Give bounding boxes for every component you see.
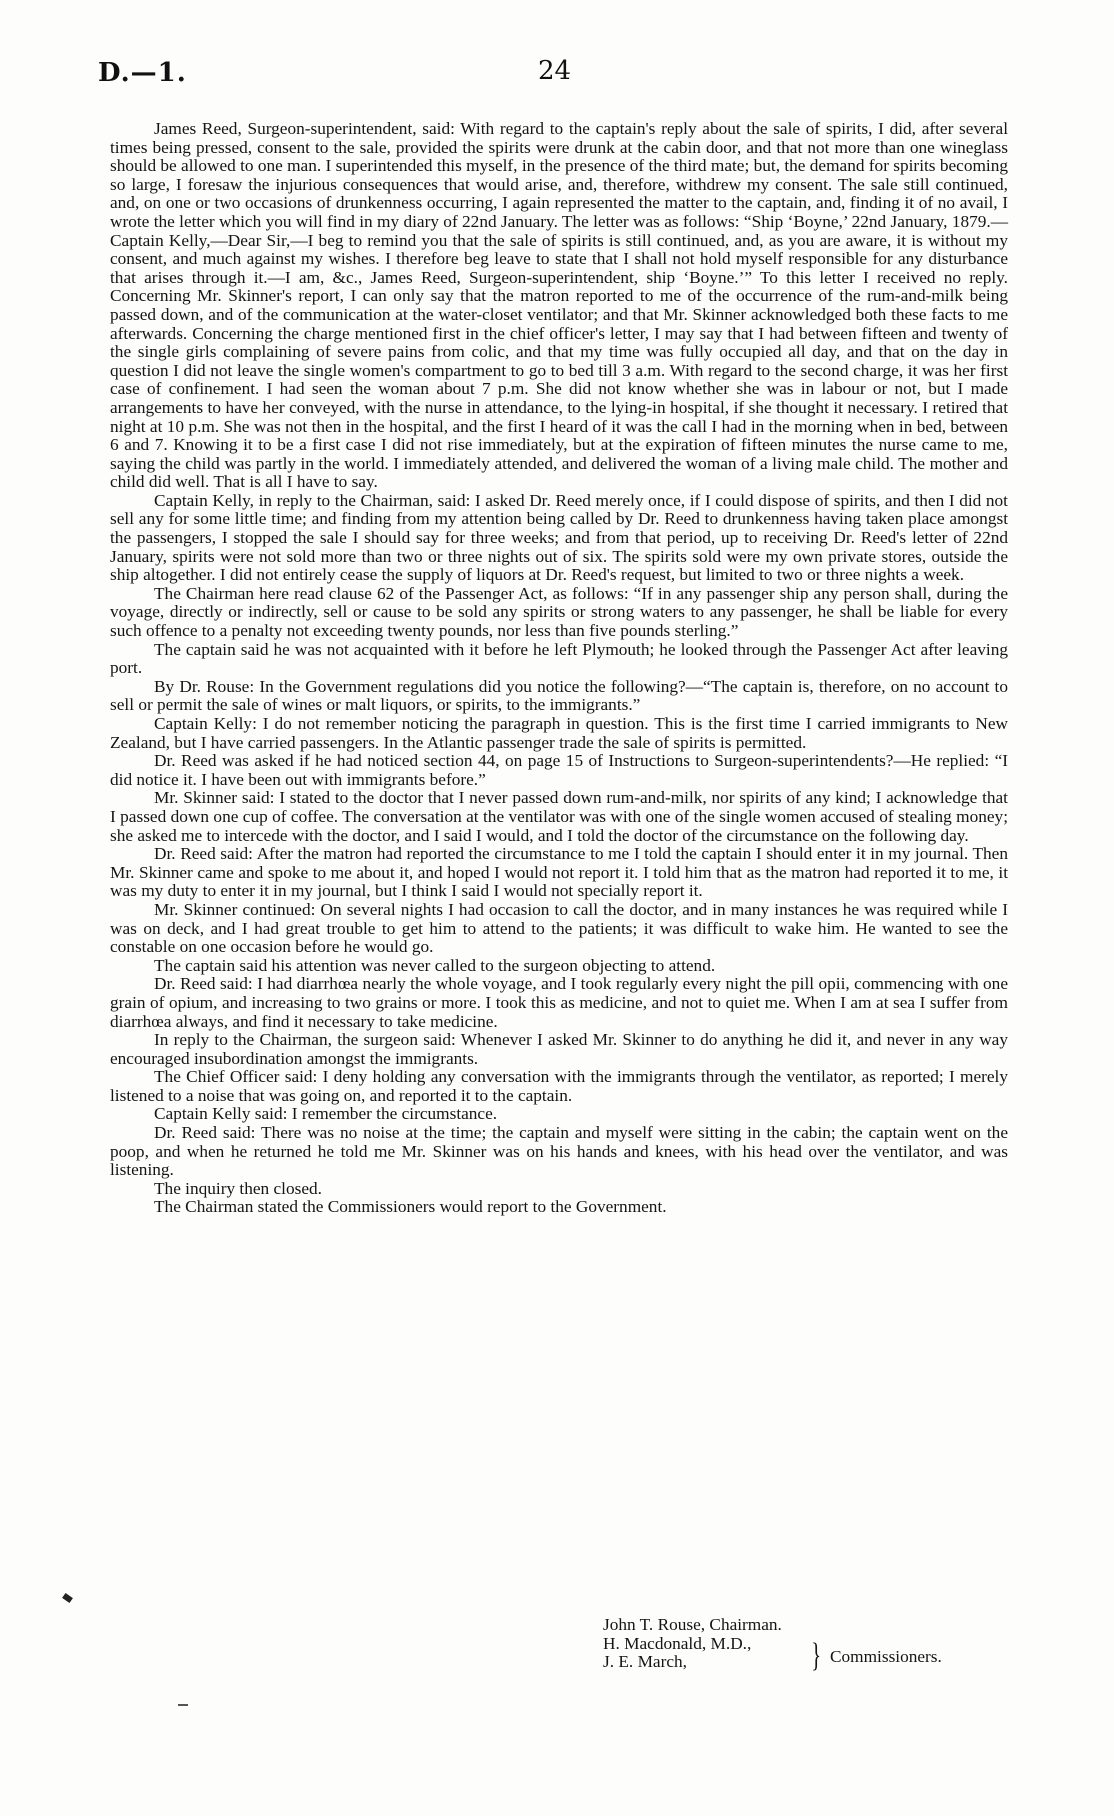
- paragraph: The inquiry then closed.: [154, 1178, 322, 1198]
- paragraph: The Chairman stated the Commissioners would report to the Government.: [154, 1197, 667, 1217]
- commissioner-signature: H. Macdonald, M.D.,: [603, 1633, 752, 1653]
- paragraph: In reply to the Chairman, the surgeon said: Whenever I asked Mr. Skinner to do anything he did it, and never in any way encouraged insubordination amongst the immigrants.: [110, 1030, 1008, 1068]
- paragraph: Mr. Skinner continued: On several nights I had occasion to call the doctor, and in many instances he was required while I was on deck, and I had great trouble to get him to attend to the patients; it was difficult to wake him. He wanted to see the constable on one occasion before he would go.: [110, 899, 1008, 957]
- signature-block: [603, 1616, 782, 1672]
- document-reference: D.—1.: [98, 58, 187, 88]
- paragraph: Dr. Reed was asked if he had noticed section 44, on page 15 of Instructions to Surgeon-superintendents?—He replied: “I did notice it. I have been out with immigrants before.”: [110, 751, 1008, 789]
- paragraph: The captain said he was not acquainted with it before he left Plymouth; he looked through the Passenger Act after leaving port.: [110, 639, 1008, 678]
- commissioners-label: Commissioners.: [830, 1647, 942, 1666]
- paragraph: Captain Kelly, in reply to the Chairman, said: I asked Dr. Reed merely once, if I could dispose of spirits, and then I did not sell any for some little time; and finding from my attention being called by Dr. Reed to drunkenness having taken place amongst the passengers, I stopped the sale I should say for three weeks; and from that period, up to receiving Dr. Reed's letter of 22nd January, spirits were not sold more than two or three nights out of six. The spirits sold were my own private stores, outside the ship altogether. I did not entirely cease the supply of liquors at Dr. Reed's request, but limited to two or three nights a week.: [110, 490, 1008, 585]
- paragraph: By Dr. Rouse: In the Government regulations did you notice the following?—“The captain is, therefore, on no account to sell or permit the sale of wines or malt liquors, or spirits, to the immigrants.”: [110, 676, 1008, 715]
- page-number: 24: [538, 56, 572, 86]
- paragraph: Captain Kelly said: I remember the circumstance.: [154, 1104, 498, 1124]
- paragraph: The captain said his attention was never called to the surgeon objecting to attend.: [154, 955, 716, 975]
- document-body: [110, 120, 1008, 1217]
- paragraph: Dr. Reed said: There was no noise at the time; the captain and myself were sitting in the cabin; the captain went on the poop, and when he returned he told me Mr. Skinner was on his hands and knees, with his head over the ventilator, and was listening.: [110, 1123, 1008, 1180]
- margin-dash-icon: [178, 1704, 188, 1706]
- commissioner-signature: J. E. March,: [603, 1652, 687, 1672]
- paragraph: Dr. Reed said: After the matron had reported the circumstance to me I told the captain I should enter it in my journal. Then Mr. Skinner came and spoke to me about it, and hoped I would not report it. I told him that as the matron had reported it to me, it was my duty to enter it in my journal, but I think I said I would not specially report it.: [110, 844, 1008, 901]
- chairman-signature: John T. Rouse, Chairman.: [603, 1615, 782, 1634]
- paragraph: Captain Kelly: I do not remember noticing the paragraph in question. This is the first time I carried immigrants to New Zealand, but I have carried passengers. In the Atlantic passenger trade the sale of spirits is permitted.: [110, 714, 1008, 752]
- paragraph: The Chairman here read clause 62 of the Passenger Act, as follows: “If in any passenger ship any person shall, during the voyage, directly or indirectly, sell or cause to be sold any spirits or strong waters to any passenger, he shall be liable for every such offence to a penalty not exceeding twenty pounds, nor less than five pounds sterling.”: [110, 583, 1008, 641]
- paragraph: James Reed, Surgeon-superintendent, said: With regard to the captain's reply about the sale of spirits, I did, after several times being pressed, consent to the sale, provided the spirits were drunk at the cabin door, and that not more than one wineglass should be allowed to one man. I superintended this myself, in the presence of the third mate; but, the demand for spirits becoming so large, I foresaw the injurious consequences that would arise, and, therefore, withdrew my consent. The sale still continued, and, on one or two occasions of drunkenness occurring, I again represented the matter to the captain, and, finding it of no avail, I wrote the letter which you will find in my diary of 22nd January. The letter was as follows: “Ship ‘Boyne,’ 22nd January, 1879.—Captain Kelly,—Dear Sir,—I beg to remind you that the sale of spirits is still continued, and, as you are aware, it is without my consent, and much against my wishes. I therefore beg leave to state that I shall not hold myself responsible for any disturbance that arises through it.—I am, &c., James Reed, Surgeon-superintendent, ship ‘Boyne.’” To this letter I received no reply. Concerning Mr. Skinner's report, I can only say that the matron reported to me of the occurrence of the rum-and-milk being passed down, and of the communication at the water-closet ventilator; and that Mr. Skinner acknowledged both these facts to me afterwards. Concerning the charge mentioned first in the chief officer's letter, I may say that I had between fifteen and twenty of the single girls complaining of severe pains from colic, and that my time was fully occupied all day, and that on the day in question I did not leave the single women's compartment to go to bed till 3 a.m. With regard to the second charge, it was her first case of confinement. I had seen the woman about 7 p.m. She did not know whether she was in labour or not, but I made arrangements to have her conveyed, with the nurse in attendance, to the lying-in hospital, if she thought it necessary. I retired that night at 10 p.m. She was not then in the hospital, and the first I heard of it was the call I had in the morning when in bed, between 6 and 7. Knowing it to be a first case I did not rise immediately, but at the expiration of fifteen minutes the nurse came to me, saying the child was partly in the world. I immediately attended, and delivered the woman of a living male child. The mother and child did well. That is all I have to say.: [110, 119, 1008, 492]
- paragraph: The Chief Officer said: I deny holding any conversation with the immigrants through the ventilator, as reported; I merely listened to a noise that was going on, and reported it to the captain.: [110, 1067, 1008, 1105]
- brace-icon: }: [811, 1637, 822, 1674]
- paragraph: Dr. Reed said: I had diarrhœa nearly the whole voyage, and I took regularly every night the pill opii, commencing with one grain of opium, and increasing to two grains or more. I took this as medicine, and not to quiet me. When I am at sea I suffer from diarrhœa always, and find it necessary to take medicine.: [110, 974, 1008, 1031]
- paragraph: Mr. Skinner said: I stated to the doctor that I never passed down rum-and-milk, nor spirits of any kind; I acknowledge that I passed down one cup of coffee. The conversation at the ventilator was with one of the single women accused of stealing money; she asked me to intercede with the doctor, and I said I would, and I told the doctor of the circumstance on the following day.: [110, 788, 1008, 845]
- margin-mark-icon: [62, 1593, 73, 1603]
